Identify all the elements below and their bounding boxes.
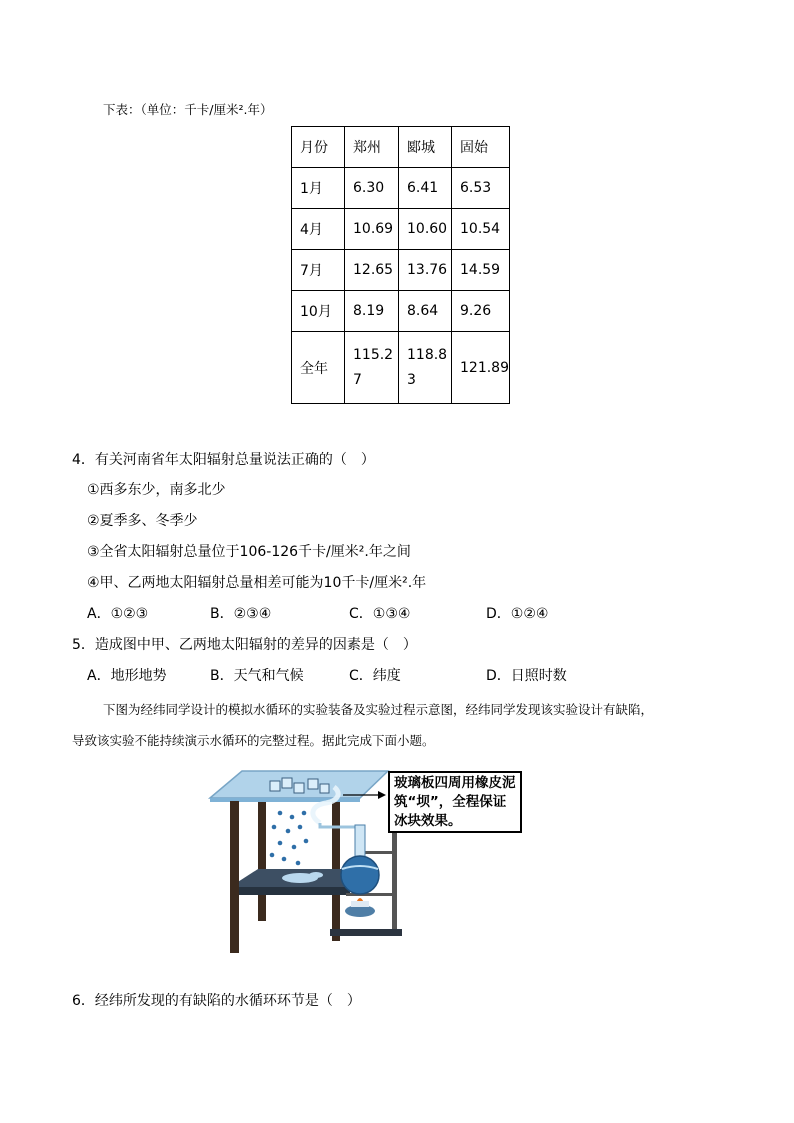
table-row — [292, 250, 510, 291]
ring-stand-base — [330, 929, 402, 936]
table-cell: 9.26 — [452, 291, 510, 332]
table-leg — [230, 801, 239, 953]
question-4-option-b: B．②③④ — [210, 606, 272, 622]
table-header-cell: 郑州 — [345, 127, 399, 168]
table-cell: 115.27 — [345, 332, 399, 404]
table-cell: 14.59 — [452, 250, 510, 291]
question-4-statement: ②夏季多、冬季少 — [87, 513, 198, 529]
table-cell: 10.69 — [345, 209, 399, 250]
table-leg — [258, 801, 266, 921]
question-4-statement: ④甲、乙两地太阳辐射总量相差可能为10千卡/厘米².年 — [87, 575, 427, 591]
table-cell: 4月 — [292, 209, 345, 250]
intro-line-2: 导致该实验不能持续演示水循环的完整过程。据此完成下面小题。 — [72, 733, 435, 748]
table-row — [292, 291, 510, 332]
question-5-option-c: C．纬度 — [349, 668, 401, 684]
table-cell: 10.60 — [399, 209, 452, 250]
solar-radiation-table — [291, 126, 510, 404]
table-row — [292, 209, 510, 250]
question-4-option-a: A．①②③ — [87, 606, 149, 622]
table-cell: 8.64 — [399, 291, 452, 332]
question-4-stem: 4．有关河南省年太阳辐射总量说法正确的（ ） — [72, 452, 375, 468]
table-cell: 7月 — [292, 250, 345, 291]
callout-box — [388, 771, 522, 833]
table-cell: 6.30 — [345, 168, 399, 209]
raindrops-icon — [270, 811, 309, 866]
table-cell: 118.83 — [399, 332, 452, 404]
table-header-row — [292, 127, 510, 168]
question-4-option-d: D．①②④ — [486, 606, 549, 622]
callout-line: 玻璃板四周用橡皮泥 — [394, 775, 516, 791]
arrow-head-icon — [378, 791, 386, 799]
table-top-edge — [230, 887, 350, 895]
table-cell: 12.65 — [345, 250, 399, 291]
table-row — [292, 332, 510, 404]
question-5-option-b: B．天气和气候 — [210, 668, 304, 684]
table-cell: 10月 — [292, 291, 345, 332]
table-cell: 121.89 — [452, 332, 510, 404]
callout-line: 冰块效果。 — [394, 813, 462, 829]
table-header-cell: 月份 — [292, 127, 345, 168]
table-cell: 10.54 — [452, 209, 510, 250]
table-cell: 13.76 — [399, 250, 452, 291]
question-5-option-a: A．地形地势 — [87, 668, 167, 684]
table-cell: 6.53 — [452, 168, 510, 209]
round-bottom-flask — [341, 856, 379, 894]
water-puddle — [309, 872, 323, 878]
table-cell: 1月 — [292, 168, 345, 209]
table-cell: 8.19 — [345, 291, 399, 332]
question-4-statement: ③全省太阳辐射总量位于106-126千卡/厘米².年之间 — [87, 544, 411, 560]
question-4-statement: ①西多东少，南多北少 — [87, 482, 226, 498]
table-cell: 全年 — [292, 332, 345, 404]
callout-line: 筑“坝”，全程保证 — [394, 794, 507, 810]
table-cell: 6.41 — [399, 168, 452, 209]
question-6-stem: 6．经纬所发现的有缺陷的水循环环节是（ ） — [72, 993, 361, 1009]
intro-line-1: 下图为经纬同学设计的模拟水循环的实验装备及实验过程示意图，经纬同学发现该实验设计有缺陷， — [103, 702, 654, 717]
lamp-wick-cap — [351, 901, 369, 907]
question-5-option-d: D．日照时数 — [486, 668, 567, 684]
question-5-stem: 5．造成图中甲、乙两地太阳辐射的差异的因素是（ ） — [72, 637, 417, 653]
table-row — [292, 168, 510, 209]
flask-neck — [355, 825, 365, 857]
table-caption: 下表：（单位：千卡/厘米².年） — [103, 102, 273, 117]
question-4-option-c: C．①③④ — [349, 606, 411, 622]
table-header-cell: 郾城 — [399, 127, 452, 168]
table-header-cell: 固始 — [452, 127, 510, 168]
